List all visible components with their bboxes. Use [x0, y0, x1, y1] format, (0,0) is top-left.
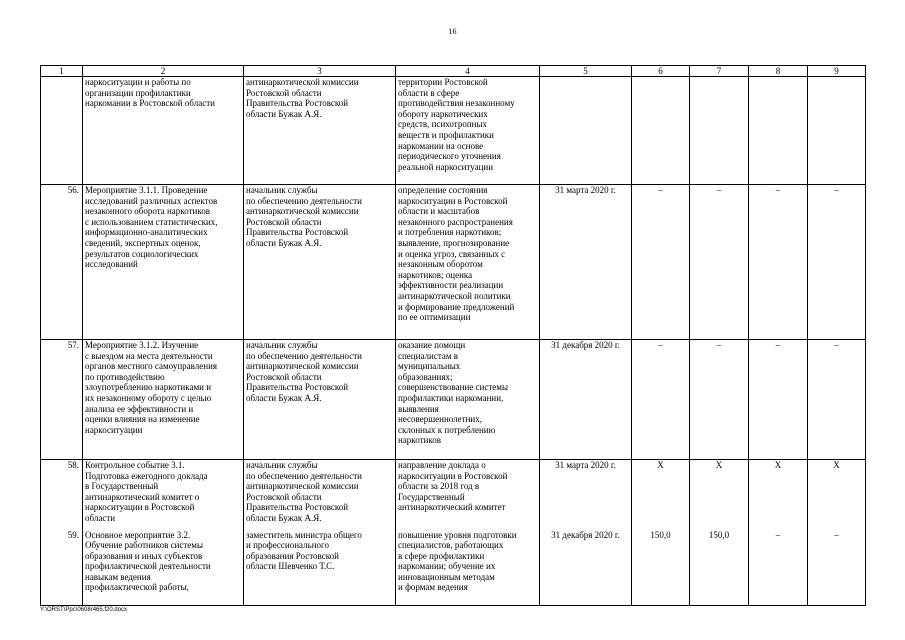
- responsible-cell-line: начальник службы: [246, 340, 318, 350]
- result-cell-line: определение состояния: [398, 185, 488, 195]
- result-cell-line: противодействия незаконному: [398, 98, 515, 109]
- result-cell-line: области и масштабов: [398, 206, 480, 217]
- result-cell-line: инновационным методам: [398, 571, 495, 582]
- responsible-cell-line: и профессионального: [246, 540, 330, 551]
- measure-cell-line: области: [85, 512, 116, 523]
- amount-cell-6: –: [632, 340, 690, 460]
- header-cell-8: 8: [749, 66, 808, 77]
- result-cell-line: эффективности реализации: [398, 280, 504, 291]
- file-path-footer: Y:\ORST\Ppc\0608r465.f20.docx: [40, 607, 128, 613]
- measure-cell-line: по противодействию: [85, 371, 165, 382]
- header-cell-6: 6: [632, 66, 690, 77]
- table-row: [41, 530, 866, 606]
- measure-cell-line: наркоситуации и работы по: [85, 77, 191, 87]
- result-cell-line: наркомании на основе: [398, 140, 484, 151]
- amount-cell-9: X: [808, 460, 866, 530]
- result-cell-line: и потребления наркотиков;: [398, 227, 502, 238]
- measure-cell-line: Контрольное событие 3.1.: [85, 460, 185, 470]
- measure-cell-line: профилактической работы,: [85, 582, 189, 593]
- measures-table: [40, 65, 866, 606]
- responsible-cell-line: антинаркотической комиссии: [246, 77, 359, 87]
- responsible-cell: [244, 185, 396, 340]
- result-cell-line: и оценка угроз, связанных с: [398, 248, 506, 259]
- responsible-cell: [244, 77, 396, 185]
- measure-cell-line: их незаконному обороту с целью: [85, 392, 212, 403]
- amount-cell-8: –: [749, 185, 808, 340]
- table-row: [41, 460, 866, 530]
- result-cell-line: антинаркотический комитет: [398, 502, 506, 513]
- row-number-cell: [41, 77, 83, 185]
- header-cell-4: 4: [396, 66, 540, 77]
- measure-cell-line: Обучение работников системы: [85, 540, 204, 551]
- amount-cell-7: –: [690, 340, 749, 460]
- page-number: 16: [448, 27, 457, 36]
- result-cell-line: и формам ведения: [398, 582, 468, 593]
- result-cell-line: незаконного распространения: [398, 216, 513, 227]
- measure-cell-line: Мероприятие 3.1.1. Проведение: [85, 185, 208, 195]
- row-number-cell: 56.: [41, 185, 83, 340]
- result-cell-line: несовершеннолетних,: [398, 414, 482, 425]
- responsible-cell-line: Ростовской области: [246, 491, 322, 502]
- result-cell-line: склонных к потреблению: [398, 424, 496, 435]
- result-cell-line: области за 2018 год в: [398, 481, 480, 492]
- header-cell-1: 1: [41, 66, 83, 77]
- result-cell-line: Государственный: [398, 491, 465, 502]
- row-number-cell: 59.: [41, 530, 83, 606]
- result-cell-line: повышение уровня подготовки: [398, 529, 517, 540]
- result-cell-line: наркотиков: [398, 435, 442, 446]
- result-cell-line: обороту наркотических: [398, 108, 488, 119]
- responsible-cell-line: антинаркотической комиссии: [246, 361, 359, 372]
- measure-cell-line: злоупотреблению наркотиками и: [85, 382, 212, 393]
- measure-cell-line: Мероприятие 3.1.2. Изучение: [85, 340, 199, 350]
- header-cell-2: 2: [83, 66, 244, 77]
- responsible-cell-line: по обеспечению деятельности: [246, 350, 362, 361]
- header-cell-5: 5: [540, 66, 632, 77]
- result-cell-line: антинаркотической политики: [398, 290, 511, 301]
- result-cell: [396, 185, 540, 340]
- measure-cell-line: сведений, экспертных оценок,: [85, 237, 201, 248]
- amount-cell-8: –: [749, 530, 808, 606]
- responsible-cell-line: образования Ростовской: [246, 550, 339, 561]
- measure-cell: [83, 340, 244, 460]
- result-cell: [396, 77, 540, 185]
- responsible-cell-line: области Бужак А.Я.: [246, 392, 322, 403]
- result-cell-line: выявление, прогнозирование: [398, 237, 510, 248]
- responsible-cell-line: по обеспечению деятельности: [246, 470, 362, 481]
- measure-cell-line: Основное мероприятие 3.2.: [85, 529, 191, 540]
- measure-cell-line: оценки влияния на изменение: [85, 414, 200, 425]
- amount-cell-9: –: [808, 530, 866, 606]
- row-number-cell: 58.: [41, 460, 83, 530]
- responsible-cell-line: антинаркотической комиссии: [246, 481, 359, 492]
- result-cell-line: и формирование предложений: [398, 301, 515, 312]
- header-row: [41, 66, 866, 77]
- measure-cell-line: навыкам ведения: [85, 571, 151, 582]
- responsible-cell-line: области Бужак А.Я.: [246, 108, 322, 119]
- result-cell-line: наркомании; обучение их: [398, 561, 496, 572]
- responsible-cell-line: заместитель министра общего: [246, 529, 362, 540]
- amount-cell-6: –: [632, 185, 690, 340]
- responsible-cell-line: Правительства Ростовской: [246, 227, 349, 238]
- deadline-cell: 31 марта 2020 г.: [540, 460, 632, 530]
- deadline-cell: 31 марта 2020 г.: [540, 185, 632, 340]
- amount-cell-6: [632, 77, 690, 185]
- amount-cell-7: 150,0: [690, 530, 749, 606]
- result-cell-line: совершенствование системы: [398, 382, 509, 393]
- result-cell-line: специалистов, работающих: [398, 540, 504, 551]
- responsible-cell: [244, 340, 396, 460]
- result-cell-line: образованиях;: [398, 371, 453, 382]
- measure-cell: [83, 185, 244, 340]
- result-cell: [396, 530, 540, 606]
- measure-cell-line: незаконного оборота наркотиков: [85, 206, 211, 217]
- responsible-cell-line: области Бужак А.Я.: [246, 237, 322, 248]
- measure-cell-line: органов местного самоуправления: [85, 361, 218, 372]
- responsible-cell-line: Ростовской области: [246, 87, 322, 98]
- result-cell-line: области в сфере: [398, 87, 460, 98]
- measure-cell-line: организации профилактики: [85, 87, 191, 98]
- amount-cell-6: X: [632, 460, 690, 530]
- header-cell-7: 7: [690, 66, 749, 77]
- measure-cell-line: антинаркотический комитет о: [85, 491, 200, 502]
- responsible-cell-line: области Бужак А.Я.: [246, 512, 322, 523]
- amount-cell-6: 150,0: [632, 530, 690, 606]
- amount-cell-8: X: [749, 460, 808, 530]
- result-cell-line: по ее оптимизации: [398, 312, 471, 323]
- measure-cell-line: результатов социологических: [85, 248, 199, 259]
- responsible-cell-line: начальник службы: [246, 185, 318, 195]
- row-number-cell: 57.: [41, 340, 83, 460]
- result-cell-line: специалистам в: [398, 350, 459, 361]
- measure-cell-line: наркоситуации в Ростовской: [85, 502, 195, 513]
- responsible-cell-line: Ростовской области: [246, 216, 322, 227]
- measure-cell-line: Подготовка ежегодного доклада: [85, 470, 208, 481]
- result-cell-line: территории Ростовской: [398, 77, 488, 87]
- header-cell-3: 3: [244, 66, 396, 77]
- responsible-cell-line: антинаркотической комиссии: [246, 206, 359, 217]
- measure-cell-line: с использованием статистических,: [85, 216, 218, 227]
- result-cell-line: наркоситуации в Ростовской: [398, 470, 508, 481]
- amount-cell-7: [690, 77, 749, 185]
- table-body: [41, 77, 866, 606]
- header-cell-9: 9: [808, 66, 866, 77]
- amount-cell-8: [749, 77, 808, 185]
- amount-cell-8: –: [749, 340, 808, 460]
- result-cell-line: наркотиков; оценка: [398, 269, 473, 280]
- responsible-cell-line: по обеспечению деятельности: [246, 195, 362, 206]
- measure-cell: [83, 77, 244, 185]
- result-cell-line: веществ и профилактики: [398, 129, 494, 140]
- measure-cell-line: исследований: [85, 259, 138, 270]
- result-cell: [396, 460, 540, 530]
- measure-cell-line: наркоситуации: [85, 424, 143, 435]
- result-cell: [396, 340, 540, 460]
- result-cell-line: профилактики наркомании,: [398, 392, 504, 403]
- result-cell-line: средств, психотропных: [398, 119, 488, 130]
- result-cell-line: незаконным оборотом: [398, 259, 483, 270]
- amount-cell-9: [808, 77, 866, 185]
- table-row: [41, 77, 866, 185]
- responsible-cell-line: Ростовской области: [246, 371, 322, 382]
- result-cell-line: реальной наркоситуации: [398, 161, 494, 172]
- deadline-cell: 31 декабря 2020 г.: [540, 530, 632, 606]
- measure-cell-line: исследований различных аспектов: [85, 195, 218, 206]
- amount-cell-7: –: [690, 185, 749, 340]
- responsible-cell-line: Правительства Ростовской: [246, 98, 349, 109]
- amount-cell-9: –: [808, 185, 866, 340]
- measure-cell-line: информационно-аналитических: [85, 227, 208, 238]
- responsible-cell-line: Правительства Ростовской: [246, 382, 349, 393]
- measure-cell: [83, 460, 244, 530]
- responsible-cell: [244, 530, 396, 606]
- result-cell-line: направление доклада о: [398, 460, 486, 470]
- measure-cell: [83, 530, 244, 606]
- result-cell-line: муниципальных: [398, 361, 461, 372]
- measure-cell-line: в Государственный: [85, 481, 159, 492]
- measure-cell-line: образования и иных субъектов: [85, 550, 203, 561]
- measure-cell-line: анализа ее эффективности и: [85, 403, 194, 414]
- deadline-cell: 31 декабря 2020 г.: [540, 340, 632, 460]
- result-cell-line: выявления: [398, 403, 439, 414]
- table-row: [41, 185, 866, 340]
- responsible-cell-line: Правительства Ростовской: [246, 502, 349, 513]
- responsible-cell-line: начальник службы: [246, 460, 318, 470]
- deadline-cell: [540, 77, 632, 185]
- amount-cell-7: X: [690, 460, 749, 530]
- result-cell-line: периодического уточнения: [398, 151, 501, 162]
- responsible-cell-line: области Шевченко Т.С.: [246, 561, 335, 572]
- result-cell-line: наркоситуации в Ростовской: [398, 195, 508, 206]
- measure-cell-line: наркомании в Ростовской области: [85, 98, 215, 109]
- result-cell-line: оказание помощи: [398, 340, 466, 350]
- responsible-cell: [244, 460, 396, 530]
- result-cell-line: в сфере профилактики: [398, 550, 485, 561]
- measure-cell-line: с выездом на места деятельности: [85, 350, 213, 361]
- measure-cell-line: профилактической деятельности: [85, 561, 211, 572]
- amount-cell-9: –: [808, 340, 866, 460]
- table-row: [41, 340, 866, 460]
